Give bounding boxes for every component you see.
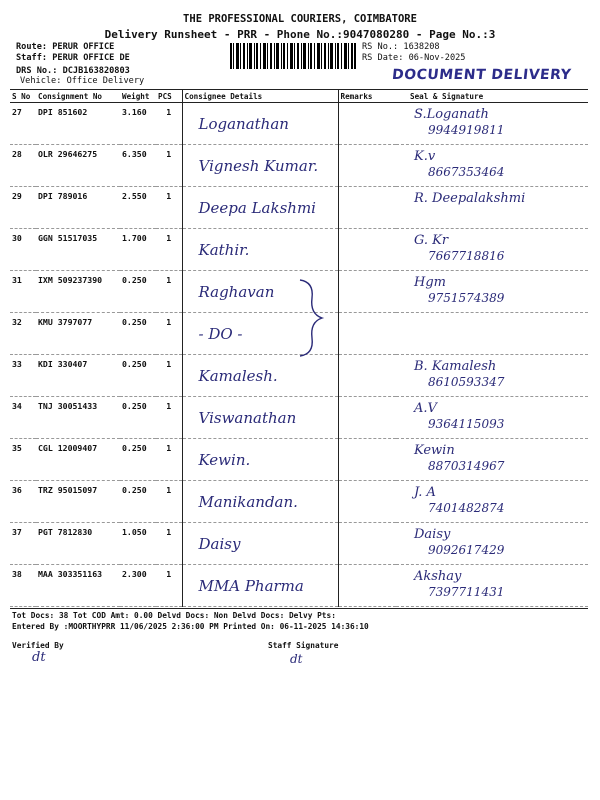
drs-number: DRS No.: DCJB163820803 [16, 66, 130, 76]
row-weight: 0.250 [120, 355, 156, 397]
document-delivery-stamp: DOCUMENT DELIVERY [391, 67, 573, 83]
row-weight: 0.250 [120, 271, 156, 313]
row-consignee-name: Kamalesh. [198, 367, 278, 385]
col-header-consignment: Consignment No [36, 90, 120, 103]
row-weight: 2.300 [120, 565, 156, 607]
row-remarks [338, 313, 396, 355]
row-consignee-cell [182, 397, 338, 439]
row-pcs: 1 [156, 271, 182, 313]
row-consignee-name: Kewin. [198, 451, 251, 469]
row-consignment-no: CGL 12009407 [36, 439, 120, 481]
row-pcs: 1 [156, 439, 182, 481]
footer-divider [10, 608, 588, 609]
staff-signature-label: Staff Signature [268, 641, 339, 650]
row-pcs: 1 [156, 397, 182, 439]
row-weight: 0.250 [120, 439, 156, 481]
row-sno: 31 [10, 271, 36, 313]
verified-by-label: Verified By [12, 641, 64, 650]
row-phone: 7667718816 [428, 249, 505, 263]
row-signature: B. Kamalesh [414, 359, 497, 374]
row-signature: R. Deepalakshmi [414, 191, 526, 206]
row-sno: 32 [10, 313, 36, 355]
row-consignee-cell [182, 439, 338, 481]
row-consignment-no: MAA 303351163 [36, 565, 120, 607]
row-sno: 34 [10, 397, 36, 439]
row-pcs: 1 [156, 523, 182, 565]
row-weight: 1.700 [120, 229, 156, 271]
table-row [10, 355, 588, 397]
row-pcs: 1 [156, 145, 182, 187]
row-pcs: 1 [156, 187, 182, 229]
row-signature: K.v [414, 149, 436, 164]
row-phone: 9751574389 [428, 291, 505, 305]
row-pcs: 1 [156, 229, 182, 271]
row-sno: 36 [10, 481, 36, 523]
runsheet-subtitle: Delivery Runsheet - PRR - Phone No.:9047080280 - Page No.:3 [104, 28, 496, 41]
table-row [10, 565, 588, 607]
entered-by-line: Entered By :MOORTHYPRR 11/06/2025 2:36:00 PM Printed On: 06-11-2025 14:36:10 [12, 622, 369, 631]
row-signature: Hgm [414, 275, 446, 290]
row-remarks [338, 187, 396, 229]
row-remarks [338, 145, 396, 187]
row-consignee-cell [182, 523, 338, 565]
row-sno: 37 [10, 523, 36, 565]
row-phone: 7397711431 [428, 585, 505, 599]
table-row [10, 187, 588, 229]
row-sno: 30 [10, 229, 36, 271]
row-consignment-no: PGT 7812830 [36, 523, 120, 565]
row-weight: 3.160 [120, 103, 156, 145]
row-consignment-no: OLR 29646275 [36, 145, 120, 187]
row-consignee-name: MMA Pharma [198, 577, 304, 595]
row-phone: 9364115093 [428, 417, 505, 431]
row-phone: 8870314967 [428, 459, 505, 473]
row-signature: Kewin [414, 443, 455, 458]
row-signature: J. A [414, 485, 436, 500]
row-consignee-cell [182, 103, 338, 145]
ditto-bracket [296, 278, 326, 358]
row-consignee-cell [182, 187, 338, 229]
row-consignee-name: Manikandan. [198, 493, 298, 511]
row-sno: 35 [10, 439, 36, 481]
row-sno: 29 [10, 187, 36, 229]
row-remarks [338, 481, 396, 523]
row-signature-cell [396, 481, 588, 523]
row-signature-cell [396, 103, 588, 145]
row-consignee-name: Kathir. [198, 241, 250, 259]
row-signature: S.Loganath [414, 107, 489, 122]
row-signature-cell [396, 439, 588, 481]
staff-label: Staff: PERUR OFFICE DE [16, 53, 130, 63]
row-signature-cell [396, 187, 588, 229]
row-consignee-name: Raghavan [198, 283, 275, 301]
row-phone: 7401482874 [428, 501, 505, 515]
row-signature-cell [396, 145, 588, 187]
row-sno: 33 [10, 355, 36, 397]
col-header-sno: S No [10, 90, 36, 103]
vehicle-label: Vehicle: Office Delivery [20, 76, 145, 86]
col-header-signature: Seal & Signature [396, 90, 588, 103]
row-remarks [338, 565, 396, 607]
row-consignee-cell [182, 355, 338, 397]
row-remarks [338, 229, 396, 271]
row-remarks [338, 439, 396, 481]
col-header-remarks: Remarks [338, 90, 396, 103]
table-row [10, 103, 588, 145]
row-consignee-name: Viswanathan [198, 409, 297, 427]
row-consignment-no: GGN 51517035 [36, 229, 120, 271]
row-weight: 0.250 [120, 481, 156, 523]
row-consignment-no: KMU 3797077 [36, 313, 120, 355]
row-consignment-no: TRZ 95015097 [36, 481, 120, 523]
row-phone: 9092617429 [428, 543, 505, 557]
col-header-consignee: Consignee Details [182, 90, 338, 103]
row-consignment-no: TNJ 30051433 [36, 397, 120, 439]
row-remarks [338, 103, 396, 145]
row-remarks [338, 397, 396, 439]
row-remarks [338, 355, 396, 397]
rs-number: RS No.: 1638208 [362, 42, 440, 52]
row-signature-cell [396, 355, 588, 397]
company-title: THE PROFESSIONAL COURIERS, COIMBATORE [183, 13, 417, 25]
row-consignee-name: Daisy [198, 535, 241, 553]
table-row [10, 145, 588, 187]
row-consignment-no: IXM 509237390 [36, 271, 120, 313]
row-consignee-name: - DO - [198, 325, 243, 343]
row-signature: G. Kr [414, 233, 449, 248]
row-signature-cell [396, 565, 588, 607]
row-weight: 6.350 [120, 145, 156, 187]
row-sno: 38 [10, 565, 36, 607]
row-sno: 28 [10, 145, 36, 187]
table-row [10, 523, 588, 565]
row-remarks [338, 523, 396, 565]
row-phone: 8610593347 [428, 375, 505, 389]
row-pcs: 1 [156, 355, 182, 397]
row-signature: Daisy [414, 527, 451, 542]
row-phone: 8667353464 [428, 165, 505, 179]
table-row [10, 229, 588, 271]
row-signature: Akshay [414, 569, 462, 584]
row-phone: 9944919811 [428, 123, 505, 137]
row-consignee-name: Deepa Lakshmi [198, 199, 316, 217]
row-consignee-cell [182, 565, 338, 607]
row-pcs: 1 [156, 565, 182, 607]
row-signature: A.V [414, 401, 437, 416]
row-consignment-no: DPI 789016 [36, 187, 120, 229]
route-label: Route: PERUR OFFICE [16, 42, 115, 52]
verified-signature: dt [32, 650, 46, 665]
row-consignee-name: Vignesh Kumar. [198, 157, 319, 175]
row-sno: 27 [10, 103, 36, 145]
row-remarks [338, 271, 396, 313]
row-weight: 0.250 [120, 313, 156, 355]
row-consignee-cell [182, 481, 338, 523]
row-consignee-name: Loganathan [198, 115, 289, 133]
totals-line: Tot Docs: 38 Tot COD Amt: 0.00 Delvd Docs: Non Delvd Docs: Delvy Pts: [12, 611, 336, 620]
barcode-image [230, 43, 356, 69]
row-pcs: 1 [156, 313, 182, 355]
rs-date: RS Date: 06-Nov-2025 [362, 53, 466, 63]
staff-signature: dt [290, 652, 303, 666]
row-consignment-no: DPI 851602 [36, 103, 120, 145]
table-row [10, 481, 588, 523]
row-signature-cell [396, 313, 588, 355]
row-pcs: 1 [156, 103, 182, 145]
row-signature-cell [396, 523, 588, 565]
row-consignment-no: KDI 330407 [36, 355, 120, 397]
row-weight: 2.550 [120, 187, 156, 229]
row-consignee-cell [182, 229, 338, 271]
row-signature-cell [396, 397, 588, 439]
col-header-pcs: PCS [156, 90, 182, 103]
col-header-weight: Weight [120, 90, 156, 103]
row-weight: 1.050 [120, 523, 156, 565]
row-signature-cell [396, 271, 588, 313]
table-row [10, 439, 588, 481]
row-pcs: 1 [156, 481, 182, 523]
table-header-row [10, 90, 588, 103]
row-signature-cell [396, 229, 588, 271]
table-row [10, 397, 588, 439]
row-consignee-cell [182, 145, 338, 187]
row-weight: 0.250 [120, 397, 156, 439]
